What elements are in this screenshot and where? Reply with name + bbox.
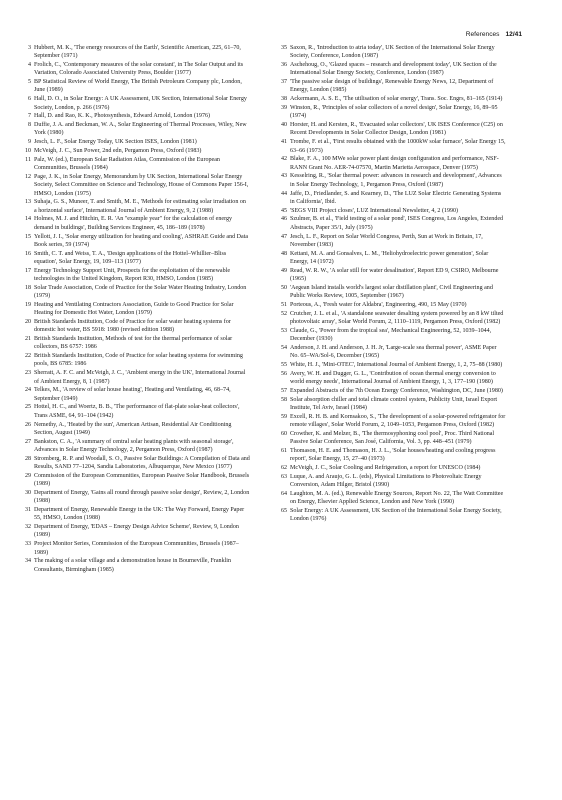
reference-entry xyxy=(276,370,506,387)
reference-entry xyxy=(20,215,250,232)
reference-number: 40 xyxy=(280,122,287,129)
reference-text: The making of a solar village and a demonstration house in Bourneville, Franklin Consultants, Birmingham (1985) xyxy=(34,558,231,573)
reference-entry xyxy=(276,95,506,103)
reference-number: 4 xyxy=(27,62,31,69)
reference-text: Department of Energy, 'EDAS – Energy Design Advice Scheme', Review, 9, London (1989) xyxy=(34,524,239,539)
reference-entry xyxy=(276,301,506,309)
page-number: 12/41 xyxy=(505,31,522,38)
reference-entry xyxy=(276,78,506,95)
reference-entry xyxy=(20,352,250,369)
reference-entry xyxy=(20,472,250,489)
reference-entry xyxy=(276,207,506,215)
reference-number: 26 xyxy=(24,421,31,428)
reference-text: Hall, D. O., in Solar Energy: A UK Assessment, UK Section, International Solar Energy Society, London, p. 266 (1976) xyxy=(34,96,247,111)
reference-number: 3 xyxy=(27,45,31,51)
reference-number: 54 xyxy=(280,344,287,351)
reference-number: 30 xyxy=(24,489,31,496)
reference-number: 21 xyxy=(24,336,31,343)
references-column-left xyxy=(20,44,250,574)
reference-entry xyxy=(276,361,506,369)
reference-entry xyxy=(276,430,506,447)
reference-entry xyxy=(276,121,506,138)
reference-entry xyxy=(20,198,250,215)
reference-entry xyxy=(20,138,250,146)
reference-entry xyxy=(20,386,250,403)
reference-text: Smith, C. T. and Weiss, T. A., 'Design applications of the Hottel–Whillier–Bliss equation', Solar Energy, 19, 109–113 (1977) xyxy=(34,250,227,265)
reference-text: Saxon, R., 'Introduction to atria today', UK Section of the International Solar Energy Society, Conference, London (1987) xyxy=(290,45,495,60)
reference-text: Thomason, H. E. and Thomason, H. J. L., 'Solar houses/heating and cooling progress report', Solar Energy, 15, 27–40 (1973) xyxy=(290,447,496,463)
reference-number: 18 xyxy=(24,284,31,291)
reference-entry xyxy=(20,438,250,455)
references-column-right xyxy=(276,44,506,524)
reference-number: 25 xyxy=(24,404,31,411)
reference-text: Stromberg, R. P. and Woodall, S. O., Passive Solar Buildings: A Compilation of Data and Results, SAND 77–1204, Sandia Laboratories, Albuquerque, New Mexico (1977) xyxy=(34,455,250,471)
reference-entry xyxy=(276,473,506,490)
reference-number: 17 xyxy=(24,267,31,274)
reference-text: Hottel, H. C., and Woertz, B. B., 'The performance of flat-plate solar-heat collectors', Trans ASME, 64, 91–104 (1942) xyxy=(34,404,240,419)
reference-entry xyxy=(20,557,250,574)
reference-number: 45 xyxy=(280,207,287,214)
reference-entry xyxy=(20,233,250,250)
reference-number: 60 xyxy=(280,430,287,437)
reference-entry xyxy=(276,250,506,267)
reference-number: 33 xyxy=(24,541,31,548)
reference-text: Hubbert, M. K., 'The energy resources of the Earth', Scientific American, 225, 61–70, September (1971) xyxy=(34,45,241,60)
reference-text: British Standards Institution, Code of Practice for solar water heating systems for domestic hot water, BS 5918: 1980 (revised edition 1988) xyxy=(34,319,231,334)
reference-number: 13 xyxy=(24,199,31,206)
reference-entry xyxy=(20,455,250,472)
reference-number: 16 xyxy=(24,250,31,257)
reference-text: Horster, H. and Kersten, R., 'Evacuated solar collectors', UK ISES Conference (C25) on Recent Developments in Solar Collector Design, London (1981) xyxy=(290,122,503,137)
reference-number: 64 xyxy=(280,490,287,497)
reference-number: 27 xyxy=(24,438,31,445)
reference-text: Read, W. R. W., 'A solar still for water desalination', Report ED 9, CSIRO, Melbourne (1965) xyxy=(290,267,499,283)
reference-number: 58 xyxy=(280,396,287,403)
reference-entry xyxy=(20,61,250,78)
reference-number: 41 xyxy=(280,139,287,146)
reference-text: Winston, R., 'Principles of solar collectors of a novel design', Solar Energy, 16, 89–95 (1974) xyxy=(290,105,498,120)
reference-text: Yellott, J. I., 'Solar energy utilization for heating and cooling', ASHRAE Guide and Data Book series, 59 (1974) xyxy=(34,233,249,248)
reference-text: Palz, W. (ed.), European Solar Radiation Atlas, Commission of the European Communities, Brussels (1984) xyxy=(34,156,220,172)
reference-text: Excell, R. H. B. and Kornsakoo, S., 'The development of a solar-powered refrigerator for remote villages', Solar World Forum, 2, 1049–1053, Pergamon Press, Oxford (1982) xyxy=(290,413,506,429)
reference-number: 37 xyxy=(280,79,287,86)
reference-entry xyxy=(20,147,250,155)
reference-text: BP Statistical Review of World Energy, The British Petroleum Company plc, London, June (1989) xyxy=(34,79,242,94)
reference-text: Holmes, M. J. and Hitchin, E. R. 'An "example year" for the calculation of energy demand in buildings', Building Services Engineer, 45, 186–189 (1978) xyxy=(34,216,233,231)
reference-text: Department of Energy, 'Gains all round through passive solar design', Review, 2, London (1988) xyxy=(34,489,250,505)
reference-number: 61 xyxy=(280,447,287,454)
reference-entry xyxy=(276,215,506,232)
reference-number: 38 xyxy=(280,96,287,103)
reference-text: Crutcher, J. L. et al., 'A standalone seawater desalting system powered by an 8 kW tilted photovoltaic array', Solar World Forum, 2, 1110–1119, Pergamon Press, Oxford (1982) xyxy=(290,310,504,325)
reference-entry xyxy=(20,284,250,301)
reference-number: 11 xyxy=(25,156,31,163)
reference-number: 6 xyxy=(27,96,31,103)
reference-entry xyxy=(20,318,250,335)
reference-entry xyxy=(276,155,506,172)
reference-text: 'SEGS VIII Project closes', LUZ International Newsletter, 4, 2 (1990) xyxy=(290,207,459,214)
reference-text: Department of Energy, Renewable Energy in the UK: The Way Forward, Energy Paper 55, HMSO, London (1988) xyxy=(34,507,245,522)
reference-entry xyxy=(20,523,250,540)
reference-entry xyxy=(20,403,250,420)
reference-text: Jesch, L. F., Report on Solar World Congress, Perth, Sun at Work in Britain, 17, November (1983) xyxy=(290,233,483,248)
reference-entry xyxy=(276,413,506,430)
reference-text: Heating and Ventilating Contractors Association, Guide to Good Practice for Solar Heating for Domestic Hot Water, London (1979) xyxy=(34,301,234,317)
reference-entry xyxy=(20,267,250,284)
reference-text: Sherratt, A. F. C. and McVeigh, J. C., 'Ambient energy in the UK', International Journal of Ambient Energy, 8, 1 (1987) xyxy=(34,370,246,385)
reference-entry xyxy=(276,507,506,524)
reference-number: 47 xyxy=(280,233,287,240)
reference-text: British Standards Institution, Code of Practice for solar heating systems for swimming pools, BS 6785: 1986 xyxy=(34,353,243,368)
reference-text: Trombe, F. et al., 'First results obtained with the 1000kW solar furnace', Solar Energy 15, 63–66 (1973) xyxy=(290,139,506,154)
reference-number: 32 xyxy=(24,524,31,531)
reference-text: British Standards Institution, Methods of test for the thermal performance of solar collectors, BS 6757: 1986 xyxy=(34,336,233,351)
reference-entry xyxy=(276,327,506,344)
reference-text: Laughton, M. A. (ed.), Renewable Energy Sources, Report No. 22, The Watt Committee on Energy, Elsevier Applied Science, London and New York (1990) xyxy=(290,490,504,506)
reference-number: 39 xyxy=(280,105,287,112)
reference-entry xyxy=(20,112,250,120)
reference-text: Blake, F. A., 100 MWe solar power plant design configuration and performance, NSF-RANN Grant No. AER-74-07570, Martin Marietta Aerospace, Denver (1975) xyxy=(290,156,499,171)
reference-number: 31 xyxy=(24,507,31,514)
reference-text: Hall, D. and Rao, K. K., Photosynthesis, Edward Arnold, London (1976) xyxy=(34,113,211,120)
reference-text: Porteous, A., 'Fresh water for Aldabra', Engineering, 490, 15 May (1970) xyxy=(290,301,467,308)
reference-text: Solar Trade Association, Code of Practice for the Solar Water Heating Industry, London (1979) xyxy=(34,284,247,300)
reference-text: Claude, G., 'Power from the tropical sea', Mechanical Engineering, 52, 1039–1044, December (1930) xyxy=(290,327,492,343)
reference-number: 20 xyxy=(24,319,31,325)
reference-number: 63 xyxy=(280,473,287,480)
reference-entry xyxy=(20,540,250,557)
reference-text: Crowther, K. and Melzer, B., 'The thermosyphoning cool pool', Proc. Third National Passive Solar Conference, San José, California, Vol. 3, pp. 448–451 (1979) xyxy=(290,430,495,446)
reference-entry xyxy=(20,335,250,352)
reference-entry xyxy=(276,464,506,472)
reference-text: Expanded Abstracts of the 7th Ocean Energy Conference, Washington, DC, June (1980) xyxy=(290,387,503,394)
reference-entry xyxy=(276,172,506,189)
reference-number: 34 xyxy=(24,558,31,565)
reference-entry xyxy=(20,44,250,61)
reference-number: 62 xyxy=(280,465,287,472)
reference-number: 49 xyxy=(280,267,287,274)
reference-text: Project Monitor Series, Commission of the European Communities, Brussels (1987–1989) xyxy=(34,541,239,556)
reference-entry xyxy=(20,506,250,523)
reference-entry xyxy=(20,78,250,95)
reference-number: 42 xyxy=(280,156,287,163)
reference-entry xyxy=(276,396,506,413)
reference-number: 14 xyxy=(24,216,31,223)
reference-number: 48 xyxy=(280,250,287,257)
reference-number: 35 xyxy=(280,45,287,51)
reference-text: Page, J. K., in Solar Energy, Memorandum by UK Section, International Solar Energy Society, Select Committee on Science and Technology, House of Commons Paper 156-I, HMSO, London (1975) xyxy=(34,173,249,197)
reference-text: Jesch, L. F., Solar Energy Today, UK Section ISES, London (1981) xyxy=(34,139,197,146)
reference-entry xyxy=(276,267,506,284)
reference-number: 24 xyxy=(24,387,31,394)
reference-text: Telkes, M., 'A review of solar house heating', Heating and Ventilating, 46, 68–74, September (1949) xyxy=(34,387,231,402)
reference-text: Duffie, J. A. and Beckman, W. A., Solar Engineering of Thermal Processes, Wiley, New York (1980) xyxy=(34,122,247,137)
reference-entry xyxy=(20,156,250,173)
reference-text: Bankston, C. A., 'A summary of central solar heating plants with seasonal storage', Advances in Solar Energy Technology, 2, Pergamon Press, Oxford (1987) xyxy=(34,438,234,453)
reference-text: Anderson, J. H. and Anderson, J. H. Jr, 'Large-scale sea thermal power', ASME Paper No. 65–WA/Sol-6, December (1965) xyxy=(290,344,497,360)
reference-text: Frolich, C., 'Contemporary measures of the solar constant', in The Solar Output and its Variation, Colorado Associated University Press, Boulder (1977) xyxy=(34,62,244,77)
reference-number: 10 xyxy=(24,148,31,155)
reference-number: 5 xyxy=(27,79,31,86)
reference-text: Nemethy, A., 'Heated by the sun', American Artisan, Residential Air Conditioning Section, August (1949) xyxy=(34,421,232,436)
reference-text: 'Aegean Island installs world's largest solar distillation plant', Civil Engineering and Public Works Review, 1005, September (1967) xyxy=(290,284,493,300)
reference-number: 7 xyxy=(27,113,31,120)
reference-text: McVeigh, J. C., Sun Power, 2nd edn, Pergamon Press, Oxford (1983) xyxy=(34,148,202,155)
reference-number: 55 xyxy=(280,361,287,368)
reference-text: 'The passive solar design of buildings', Renewable Energy News, 12, Department of Energy, London (1985) xyxy=(290,79,494,94)
reference-text: Szulmer, B. et al., 'Field testing of a solar pond', ISES Congress, Los Angeles, Extended Abstracts, Paper 35/1, July (1975) xyxy=(290,216,504,231)
reference-entry xyxy=(276,387,506,395)
reference-entry xyxy=(276,447,506,464)
reference-number: 23 xyxy=(24,370,31,377)
reference-entry xyxy=(276,44,506,61)
reference-text: Commission of the European Communities, European Passive Solar Handbook, Brussels (1989) xyxy=(34,472,250,488)
reference-entry xyxy=(20,121,250,138)
reference-number: 51 xyxy=(280,301,287,308)
reference-text: Solar absorption chiller and total climate control system, Publicity Unit, Israel Export Institute, Tel Aviv, Israel (1984) xyxy=(290,396,498,411)
reference-entry xyxy=(276,490,506,507)
reference-entry xyxy=(20,421,250,438)
reference-number: 29 xyxy=(24,472,31,479)
reference-text: Aschehoug, O., 'Glazed spaces – research and development today', UK Section of the International Solar Energy Society, Conference, London (1987) xyxy=(290,62,497,77)
reference-number: 65 xyxy=(280,508,287,515)
reference-number: 15 xyxy=(24,233,31,240)
reference-number: 12 xyxy=(24,173,31,180)
reference-number: 19 xyxy=(24,301,31,308)
reference-text: Jaffe, D., Friedlander, S. and Kearney, D., 'The LUZ Solar Electric Generating Systems in California', Ibid. xyxy=(290,190,502,205)
reference-entry xyxy=(276,310,506,327)
reference-number: 36 xyxy=(280,62,287,69)
reference-text: McVeigh, J. C., Solar Cooling and Refrigeration, a report for UNESCO (1984) xyxy=(290,465,481,472)
reference-number: 53 xyxy=(280,327,287,334)
reference-entry xyxy=(276,104,506,121)
reference-number: 8 xyxy=(27,122,31,129)
reference-entry xyxy=(20,95,250,112)
reference-text: Luque, A. and Araujo, G. L. (eds), Physical Limitations to Photovoltaic Energy Conversion, Adam Hilger, Bristol (1990) xyxy=(290,473,482,489)
reference-entry xyxy=(276,138,506,155)
reference-text: Solar Energy: A UK Assessment, UK Section of the International Solar Energy Society, London (1976) xyxy=(290,508,502,523)
reference-text: Ackermann, A. S. E., 'The utilisation of solar energy', Trans. Soc. Engrs, 81–165 (1914) xyxy=(290,96,503,103)
reference-number: 59 xyxy=(280,413,287,420)
reference-text: White, H. J., 'Mini-OTEC', International Journal of Ambient Energy, 1, 2, 75–88 (1980) xyxy=(290,361,503,368)
reference-number: 56 xyxy=(280,370,287,377)
reference-number: 43 xyxy=(280,173,287,180)
page-header xyxy=(466,31,522,38)
reference-entry xyxy=(276,284,506,301)
reference-text: Kesselring, R., 'Solar thermal power: advances in research and development', Advances in Solar Energy Technology, 1, Pergamon Press, Oxford (1987) xyxy=(290,173,502,188)
reference-text: Energy Technology Support Unit, Prospects for the exploitation of the renewable technologies in the United Kingdom, Report R30, HMSO, London (1985) xyxy=(34,267,231,283)
reference-entry xyxy=(276,233,506,250)
reference-entry xyxy=(276,344,506,361)
reference-number: 28 xyxy=(24,455,31,462)
reference-entry xyxy=(20,173,250,198)
reference-entry xyxy=(276,61,506,78)
reference-number: 46 xyxy=(280,216,287,223)
reference-number: 44 xyxy=(280,190,287,197)
reference-text: Kettani, M. A. and Gonsalves, L. M., 'Heliohydroelectric power generation', Solar Energy, 14 (1972) xyxy=(290,250,489,265)
reference-number: 57 xyxy=(280,387,287,394)
reference-number: 22 xyxy=(24,353,31,360)
header-title: References xyxy=(465,31,500,38)
reference-number: 9 xyxy=(27,139,31,146)
reference-text: Avery, W. H. and Dugger, G. L., 'Contribution of ocean thermal energy conversion to world energy needs', International Journal of Ambient Energy, 1, 3, 177–190 (1980) xyxy=(290,370,496,386)
reference-text: Suhaja, G. S., Muneer, T. and Smith, M. E., 'Methods for estimating solar irradiation on a horizontal surface', International Journal of Ambient Energy, 9, 2 (1988) xyxy=(34,199,246,214)
reference-number: 52 xyxy=(280,310,287,317)
reference-entry xyxy=(20,250,250,267)
reference-number: 50 xyxy=(280,284,287,291)
reference-entry xyxy=(20,489,250,506)
reference-entry xyxy=(20,369,250,386)
reference-entry xyxy=(20,301,250,318)
reference-entry xyxy=(276,190,506,207)
